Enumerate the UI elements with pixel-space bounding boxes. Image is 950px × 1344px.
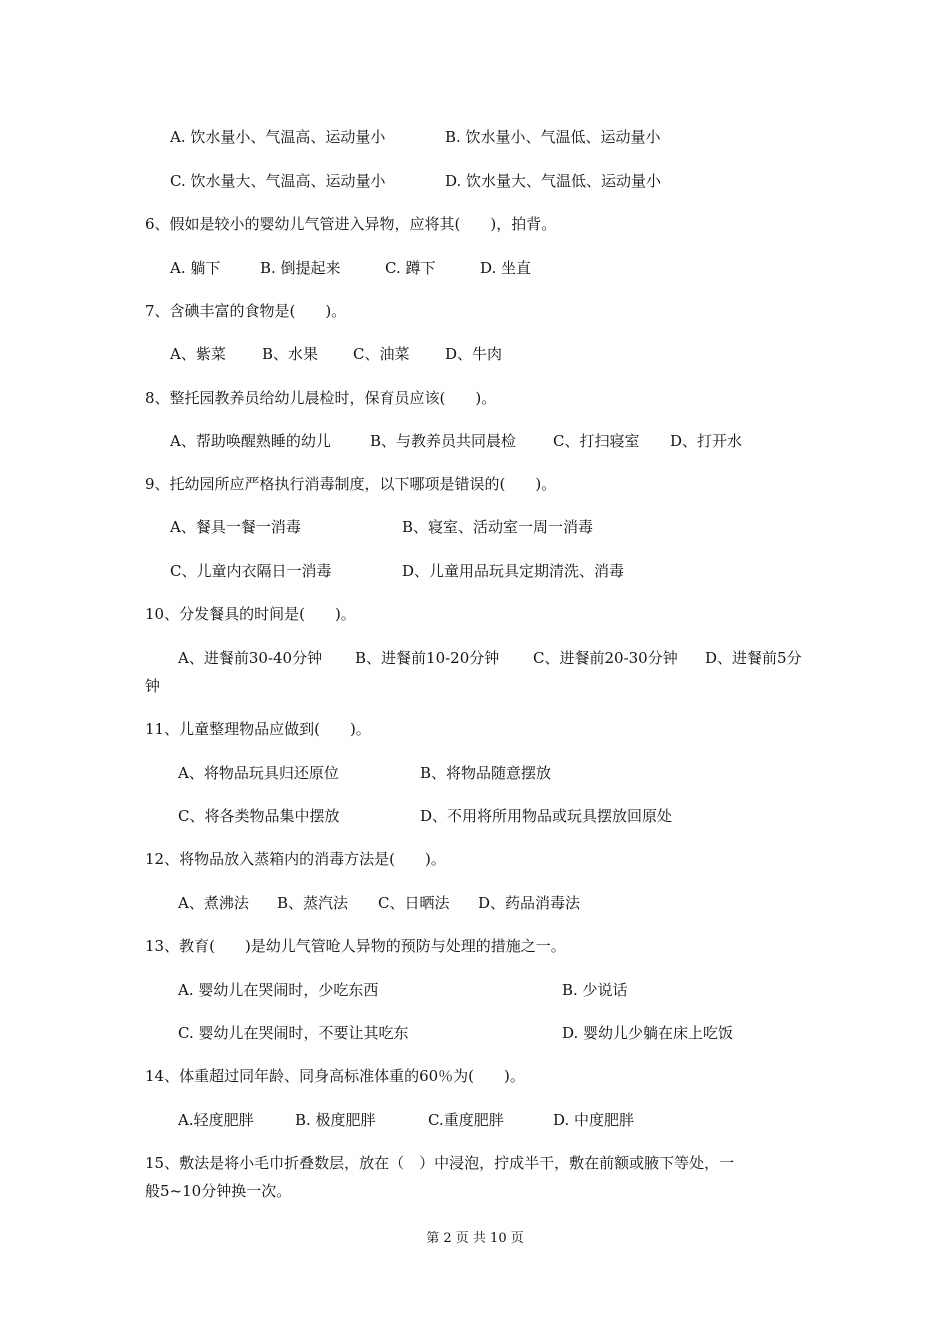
option-c: C、将各类物品集中摆放 bbox=[178, 807, 340, 825]
page-number: 第 2 页 共 10 页 bbox=[426, 1231, 524, 1246]
option-a: A、煮沸法 bbox=[178, 894, 249, 912]
option-b: B. 极度肥胖 bbox=[295, 1111, 376, 1129]
question-stem: 13、教育( )是幼儿气管呛人异物的预防与处理的措施之一。 bbox=[145, 937, 566, 955]
option-c: C、打扫寝室 bbox=[553, 432, 640, 450]
question-stem: 10、分发餐具的时间是( )。 bbox=[145, 605, 356, 623]
option-b: B、寝室、活动室一周一消毒 bbox=[402, 518, 594, 536]
question-stem-wrap: 般5~10分钟换一次。 bbox=[145, 1182, 292, 1200]
option-a: A、进餐前30-40分钟 bbox=[178, 649, 323, 667]
option-a: A. 饮水量小、气温高、运动量小 bbox=[170, 128, 386, 146]
option-d: D、进餐前5分 bbox=[705, 649, 802, 667]
option-a: A、餐具一餐一消毒 bbox=[170, 518, 301, 536]
option-a: A、紫菜 bbox=[170, 345, 226, 363]
option-d: D、儿童用品玩具定期清洗、消毒 bbox=[402, 562, 625, 580]
option-d: D、牛肉 bbox=[445, 345, 503, 363]
option-b: B、与教养员共同晨检 bbox=[370, 432, 517, 450]
option-d: D、打开水 bbox=[670, 432, 743, 450]
question-stem: 11、儿童整理物品应做到( )。 bbox=[145, 720, 371, 738]
option-c: C. 饮水量大、气温高、运动量小 bbox=[170, 172, 386, 190]
option-a: A、将物品玩具归还原位 bbox=[178, 764, 339, 782]
option-c: C、进餐前20-30分钟 bbox=[533, 649, 678, 667]
option-b: B、蒸汽法 bbox=[277, 894, 349, 912]
option-d: D、药品消毒法 bbox=[478, 894, 581, 912]
option-b: B. 倒提起来 bbox=[260, 259, 341, 277]
option-c: C. 婴幼儿在哭闹时，不要让其吃东 bbox=[178, 1024, 409, 1042]
question-stem: 12、将物品放入蒸箱内的消毒方法是( )。 bbox=[145, 850, 446, 868]
option-d: D. 中度肥胖 bbox=[553, 1111, 635, 1129]
option-a: A、帮助唤醒熟睡的幼儿 bbox=[170, 432, 331, 450]
option-b: B、将物品随意摆放 bbox=[420, 764, 552, 782]
option-d: D. 饮水量大、气温低、运动量小 bbox=[445, 172, 662, 190]
option-c: C、油菜 bbox=[353, 345, 410, 363]
option-c: C、日晒法 bbox=[378, 894, 450, 912]
question-stem: 7、含碘丰富的食物是( )。 bbox=[145, 302, 347, 320]
question-stem: 9、托幼园所应严格执行消毒制度，以下哪项是错误的( )。 bbox=[145, 475, 557, 493]
option-d: D. 婴幼儿少躺在床上吃饭 bbox=[562, 1024, 734, 1042]
question-stem: 6、假如是较小的婴幼儿气管进入异物，应将其( )，拍背。 bbox=[145, 215, 557, 233]
question-stem: 14、体重超过同年龄、同身高标准体重的60％为( )。 bbox=[145, 1067, 525, 1085]
option-d: D. 坐直 bbox=[480, 259, 532, 277]
option-c: C.重度肥胖 bbox=[428, 1111, 504, 1129]
option-d: D、不用将所用物品或玩具摆放回原处 bbox=[420, 807, 673, 825]
option-b: B、进餐前10-20分钟 bbox=[355, 649, 500, 667]
option-a: A. 躺下 bbox=[170, 259, 221, 277]
option-c: C. 蹲下 bbox=[385, 259, 436, 277]
option-a: A.轻度肥胖 bbox=[178, 1111, 254, 1129]
option-wrap: 钟 bbox=[145, 677, 161, 695]
option-b: B. 饮水量小、气温低、运动量小 bbox=[445, 128, 661, 146]
option-c: C、儿童内衣隔日一消毒 bbox=[170, 562, 332, 580]
option-b: B、水果 bbox=[262, 345, 319, 363]
question-stem: 8、整托园教养员给幼儿晨检时，保育员应该( )。 bbox=[145, 389, 497, 407]
question-stem: 15、敷法是将小毛巾折叠数层，放在（ ）中浸泡，拧成半干，敷在前额或腋下等处，一 bbox=[145, 1154, 735, 1172]
option-a: A. 婴幼儿在哭闹时，少吃东西 bbox=[178, 981, 379, 999]
option-b: B. 少说话 bbox=[562, 981, 628, 999]
